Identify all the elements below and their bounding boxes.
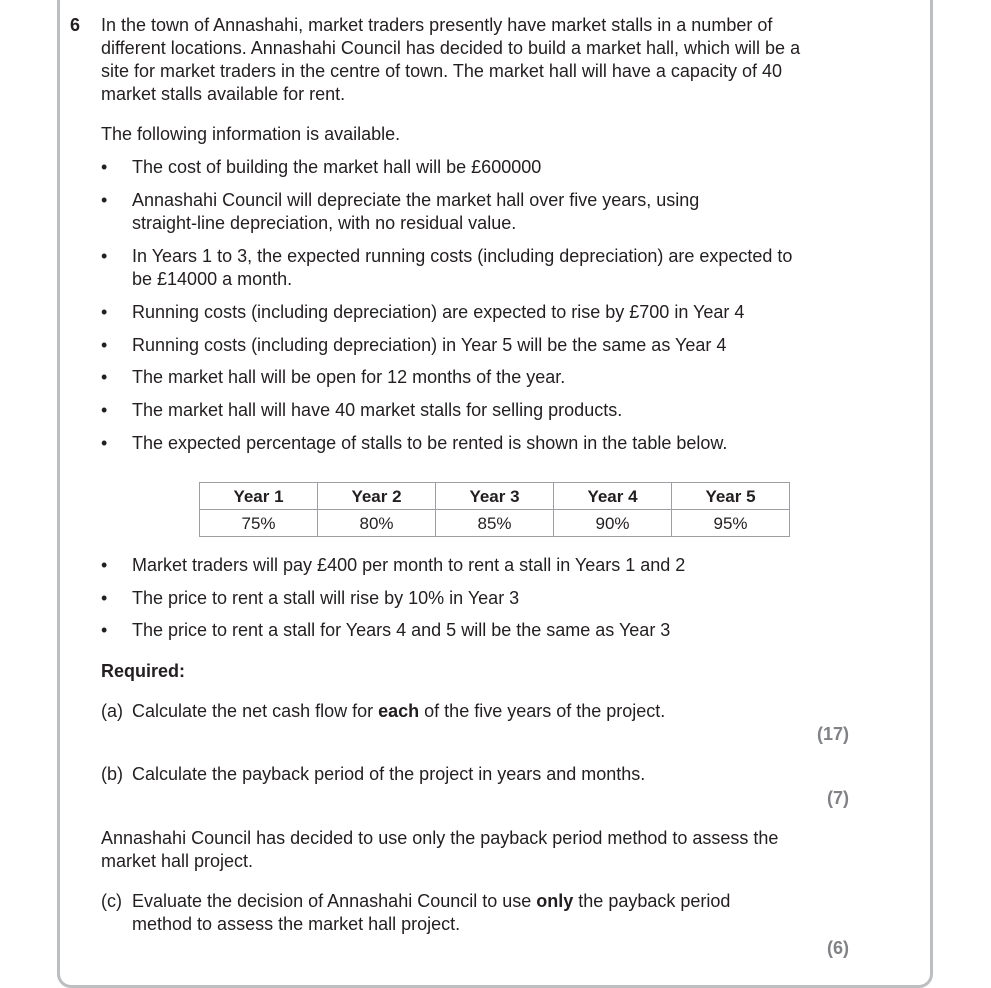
- bullet-text: The market hall will have 40 market stalls for selling products.: [132, 400, 623, 420]
- bullet-icon: •: [101, 620, 108, 640]
- table-cell: 75%: [200, 510, 318, 537]
- table-cell: 95%: [672, 510, 790, 537]
- bullet-icon: •: [101, 588, 108, 608]
- part-c-label: (c): [101, 891, 122, 911]
- bullet-icon: •: [101, 400, 108, 420]
- table-header-cell: Year 3: [436, 483, 554, 510]
- part-a-marks: (17): [816, 724, 849, 744]
- bullet-text: The cost of building the market hall will be £600000: [132, 157, 542, 177]
- table-row: [200, 510, 790, 537]
- bullet-icon: •: [101, 190, 108, 210]
- part-b-text: Calculate the payback period of the project in years and months.: [132, 764, 646, 784]
- bullet-text: In Years 1 to 3, the expected running costs (including depreciation) are expected to be £14000 a month.: [132, 246, 793, 289]
- part-b-label: (b): [101, 764, 123, 784]
- bullet-icon: •: [101, 157, 108, 177]
- bullet-text: The market hall will be open for 12 months of the year.: [132, 367, 566, 387]
- part-a-label: (a): [101, 701, 123, 721]
- part-b-marks: (7): [827, 788, 849, 808]
- context-paragraph: Annashahi Council has decided to use only the payback period method to assess the market hall project.: [101, 828, 779, 871]
- bullet-icon: •: [101, 302, 108, 322]
- bullet-text: Running costs (including depreciation) in Year 5 will be the same as Year 4: [132, 335, 727, 355]
- table-header-cell: Year 5: [672, 483, 790, 510]
- question-intro: In the town of Annashahi, market traders presently have market stalls in a number of different locations. Annashahi Council has decided to build a market hall, which will be a site for market traders in the centre of town. The market hall will have a capacity of 40 market stalls available for rent.: [101, 15, 801, 104]
- table-cell: 80%: [318, 510, 436, 537]
- bullet-text: The expected percentage of stalls to be rented is shown in the table below.: [132, 433, 728, 453]
- bullet-icon: •: [101, 433, 108, 453]
- table-header-row: [200, 483, 790, 510]
- bullet-text: The price to rent a stall for Years 4 and 5 will be the same as Year 3: [132, 620, 671, 640]
- part-c-marks: (6): [827, 938, 849, 958]
- bullet-icon: •: [101, 555, 108, 575]
- bullet-text: Running costs (including depreciation) are expected to rise by £700 in Year 4: [132, 302, 745, 322]
- part-c-text: Evaluate the decision of Annashahi Council to use only the payback period method to assess the market hall project.: [132, 891, 731, 934]
- bullet-icon: •: [101, 335, 108, 355]
- table-cell: 90%: [554, 510, 672, 537]
- question-number: 6: [70, 15, 81, 35]
- table-header-cell: Year 2: [318, 483, 436, 510]
- stall-rental-table: [199, 482, 790, 537]
- bullet-icon: •: [101, 246, 108, 266]
- info-heading: The following information is available.: [101, 124, 401, 144]
- table-header-cell: Year 4: [554, 483, 672, 510]
- bullet-text: The price to rent a stall will rise by 10% in Year 3: [132, 588, 520, 608]
- required-heading: Required:: [101, 661, 186, 681]
- table-header-cell: Year 1: [200, 483, 318, 510]
- bullet-text: Annashahi Council will depreciate the market hall over five years, using straight-line depreciation, with no residual value.: [132, 190, 700, 233]
- bullet-text: Market traders will pay £400 per month to rent a stall in Years 1 and 2: [132, 555, 686, 575]
- bullet-icon: •: [101, 367, 108, 387]
- part-a-text: Calculate the net cash flow for each of the five years of the project.: [132, 701, 666, 721]
- table-cell: 85%: [436, 510, 554, 537]
